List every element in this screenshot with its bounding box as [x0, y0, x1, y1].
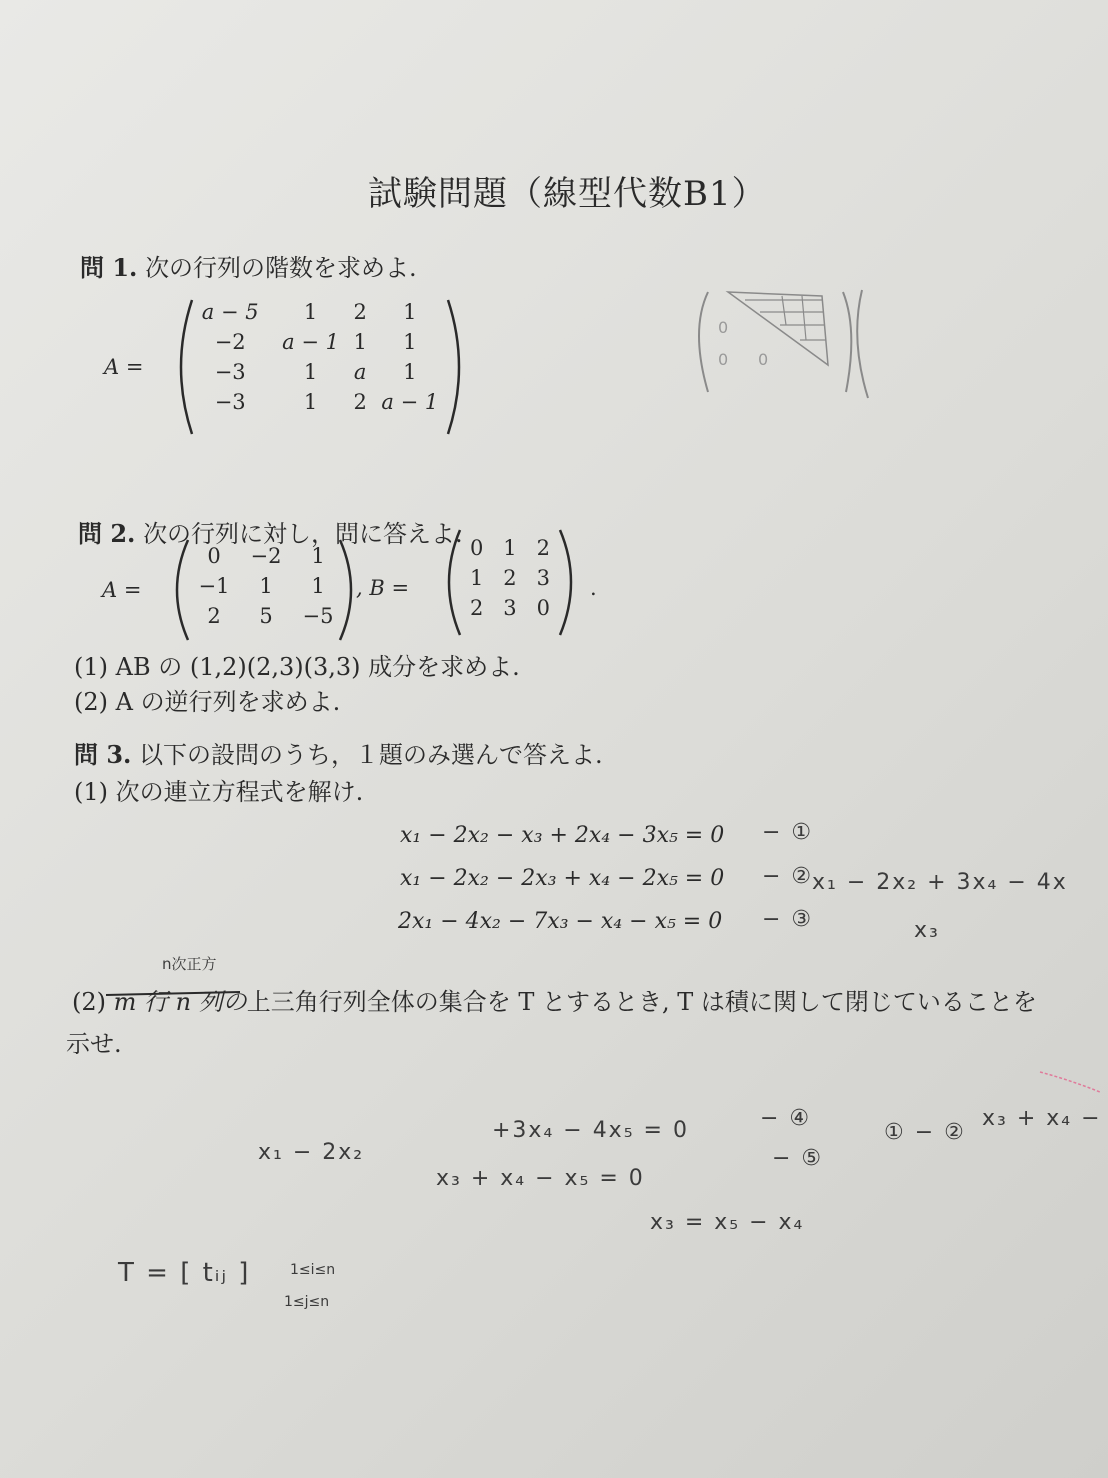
q2-number: 問 2.	[78, 519, 136, 548]
matrix-cell: 1	[353, 330, 367, 354]
t-definition: T = [ tᵢⱼ ]	[118, 1258, 251, 1288]
matrix-cell: 1	[303, 390, 318, 414]
q3-sub2-rest: 上三角行列全体の集合を T とするとき, T は積に関して閉じていることを	[246, 988, 1037, 1016]
matrix-row	[188, 601, 344, 631]
matrix-cell: 2	[503, 566, 517, 590]
q2-sep-b: , B =	[356, 576, 410, 600]
q2-lhs-a: A =	[102, 578, 142, 602]
matrix-cell: 0	[207, 544, 221, 568]
matrix-cell: 2	[353, 300, 367, 324]
work-line3: x₃ = x₅ − x₄	[650, 1210, 805, 1235]
work-mark5: − ⑤	[772, 1146, 824, 1171]
matrix-cell: −3	[214, 360, 246, 384]
matrix-row	[188, 571, 344, 601]
matrix-cell: 1	[503, 536, 517, 560]
matrix-cell: −1	[198, 574, 230, 598]
q1-text: 次の行列の階数を求めよ.	[145, 254, 417, 282]
matrix-cell: 1	[403, 330, 417, 354]
matrix-cell: 1	[469, 566, 484, 590]
work-diff-expr: x₃ + x₄ −	[982, 1106, 1102, 1131]
matrix-cell: 3	[536, 566, 551, 590]
annot-n-ji-seiho: n次正方	[162, 955, 217, 973]
matrix-cell: 1	[303, 360, 318, 384]
sketch-zero-1: 0	[718, 318, 731, 337]
matrix-cell: 1	[311, 544, 325, 568]
matrix-cell: 1	[303, 300, 318, 324]
matrix-cell: 1	[403, 360, 417, 384]
q3-sub1: (1) 次の連立方程式を解け.	[74, 778, 364, 806]
eq1-mark: − ①	[762, 820, 814, 845]
matrix-cell: 2	[536, 536, 551, 560]
sketch-zero-2: 0	[718, 350, 731, 369]
q1-lhs: A =	[104, 355, 144, 379]
q2-matrix-a	[188, 541, 344, 631]
work-diff-label: ① − ②	[884, 1120, 966, 1145]
q3-heading	[74, 735, 603, 770]
q2-text: 次の行列に対し，問に答えよ.	[143, 520, 463, 548]
matrix-cell: 5	[259, 604, 273, 628]
q3-number: 問 3.	[74, 740, 132, 769]
matrix-cell: 1	[403, 300, 417, 324]
matrix-cell: a − 1	[381, 390, 439, 414]
matrix-cell: 2	[207, 604, 221, 628]
t-range-i: 1≤i≤n	[290, 1262, 336, 1278]
note-beside-eq2: x₁ − 2x₂ + 3x₄ − 4x	[812, 870, 1068, 895]
matrix-cell: −5	[302, 604, 334, 628]
work-mark4: − ④	[760, 1106, 812, 1131]
matrix-cell: a − 5	[201, 300, 259, 324]
matrix-cell: 3	[503, 596, 517, 620]
matrix-cell: −3	[214, 390, 246, 414]
matrix-cell: 1	[311, 574, 325, 598]
q2-end: .	[590, 576, 597, 600]
eq2-mark: − ②	[762, 864, 814, 889]
matrix-row	[460, 593, 560, 623]
t-range-j: 1≤j≤n	[284, 1294, 330, 1310]
work-line1-right: +3x₄ − 4x₅ = 0	[492, 1118, 689, 1143]
matrix-cell: 0	[536, 596, 551, 620]
q2-matrix-b	[460, 533, 560, 623]
q3-sub2-prefix: (2)	[72, 988, 106, 1016]
matrix-cell: 0	[469, 536, 484, 560]
matrix-row	[460, 563, 560, 593]
exam-title: 試験問題（線型代数B1）	[368, 174, 767, 214]
q3-text: 以下の設問のうち，１題のみ選んで答えよ.	[139, 741, 603, 769]
matrix-cell: 2	[469, 596, 484, 620]
q3-sub2-struck: m 行 n 列の	[113, 988, 247, 1016]
q2-sub2: (2) A の逆行列を求めよ.	[74, 688, 341, 716]
q3-sub2	[72, 982, 1037, 1017]
work-line2: x₃ + x₄ − x₅ = 0	[436, 1166, 645, 1191]
work-line1-left: x₁ − 2x₂	[258, 1140, 365, 1165]
equation-2: x₁ − 2x₂ − 2x₃ + x₄ − 2x₅ = 0	[400, 866, 725, 891]
equation-3: 2x₁ − 4x₂ − 7x₃ − x₄ − x₅ = 0	[398, 909, 723, 934]
matrix-cell: 2	[353, 390, 367, 414]
matrix-cell: a	[353, 360, 367, 384]
matrix-cell: 1	[259, 574, 273, 598]
matrix-cell: −2	[250, 544, 282, 568]
matrix-row	[188, 541, 344, 571]
q2-sub1: (1) AB の (1,2)(2,3)(3,3) 成分を求めよ.	[74, 653, 520, 681]
note-beside-eq3: x₃	[914, 918, 940, 943]
matrix-cell: −2	[214, 330, 246, 354]
eq3-mark: − ③	[762, 907, 814, 932]
matrix-row	[460, 533, 560, 563]
sketch-zero-3: 0	[758, 350, 771, 369]
matrix-cell: a − 1	[282, 330, 339, 354]
equation-1: x₁ − 2x₂ − x₃ + 2x₄ − 3x₅ = 0	[400, 823, 725, 848]
q3-sub2-line2: 示せ.	[66, 1030, 122, 1058]
q1-number: 問 1.	[80, 253, 138, 282]
